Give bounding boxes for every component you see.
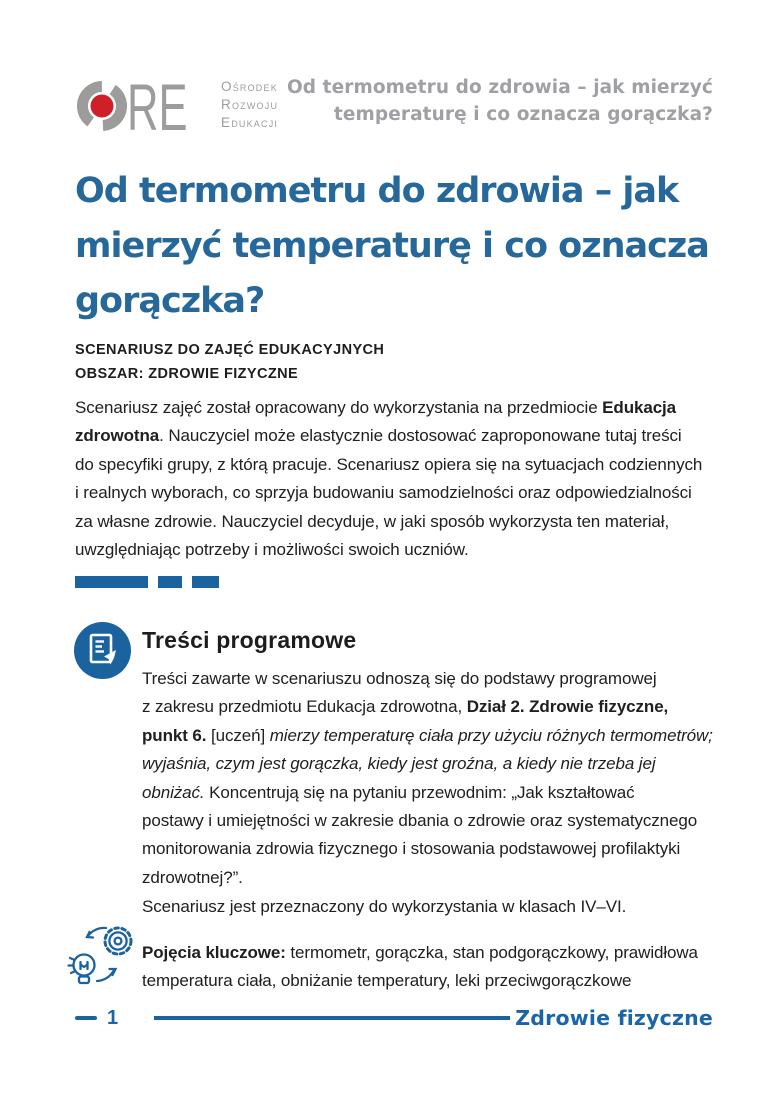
- audience-line: Scenariusz jest przeznaczony do wykorzystania w klasach IV–VI.: [142, 897, 627, 916]
- org-name: Ośrodek Rozwoju Edukacji: [221, 79, 279, 130]
- ore-logo: [75, 70, 278, 140]
- section-divider-bars: [75, 576, 219, 588]
- divider-bar: [192, 576, 219, 588]
- running-title: Od termometru do zdrowia – jak mierzyć temperaturę i co oznacza gorączka?: [286, 77, 713, 125]
- intro-paragraph: Scenariusz zajęć został opracowany do wykorzystania na przedmiocie Edukacja zdrowotna. Nauczyciel może elastycznie dostosować zaproponowane tutaj treści do specyfiki grupy, z którą pracuje. Scenariusz opiera się na sytuacjach codziennych i realnych wyborach, co sprzyja budowaniu samodzielności oraz odpowiedzialności za własne zdrowie. Nauczyciel decyduje, w jaki sposób wykorzysta ten materiał, uwzględniając potrzeby i możliwości swoich uczniów.: [75, 398, 703, 560]
- footer-rule: [154, 1016, 510, 1020]
- page-number: 1: [107, 1006, 119, 1029]
- page-footer: [75, 1004, 713, 1032]
- page-title: Od termometru do zdrowia – jak mierzyć temperaturę i co oznacza gorączka?: [75, 171, 709, 321]
- keywords-paragraph: Pojęcia kluczowe: termometr, gorączka, stan podgorączkowy, prawidłowa temperatura ciała, obniżanie temperatury, leki przeciwgorączkowe: [142, 943, 698, 991]
- section-paragraph: Treści zawarte w scenariuszu odnoszą się do podstawy programowej z zakresu przedmiotu Edukacja zdrowotna, Dział 2. Zdrowie fizyczne, punkt 6. [uczeń] mierzy temperaturę ciała przy użyciu różnych termometrów; wyjaśnia, czym jest gorączka, kiedy jest groźna, a kiedy nie trzeba jej obniżać. Koncentrują się na pytaniu przewodnim: „Jak kształtować postawy i umiejętności w zakresie dbania o zdrowie oraz systematycznego monitorowania zdrowia fizycznego i stosowania podstawowej profilaktyki zdrowotnej?”.: [142, 669, 713, 887]
- divider-bar: [75, 576, 148, 588]
- page-subtitle: SCENARIUSZ DO ZAJĘĆ EDUKACYJNYCH OBSZAR: ZDROWIE FIZYCZNE: [75, 342, 385, 382]
- section-heading: Treści programowe: [142, 627, 357, 653]
- ore-logo-mark: [75, 70, 195, 140]
- ore-logo-letters: RE: [127, 70, 188, 140]
- divider-bar: [158, 576, 182, 588]
- document-pen-icon: [74, 622, 131, 679]
- lightbulb-gears-icon: [66, 924, 140, 994]
- footer-dash: [75, 1016, 97, 1020]
- footer-section-label: Zdrowie fizyczne: [515, 1006, 713, 1030]
- ore-logo-red-dot: [91, 95, 114, 118]
